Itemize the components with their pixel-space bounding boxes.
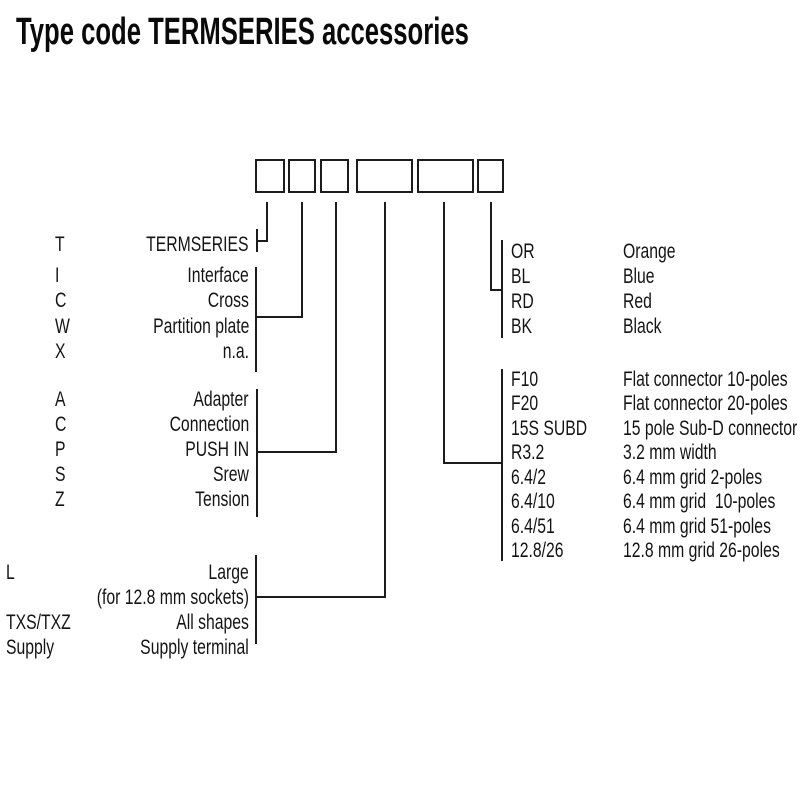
group-tick-interface bbox=[255, 267, 257, 372]
type-code-box-4 bbox=[356, 159, 413, 193]
interface-code-i: I bbox=[55, 264, 60, 287]
group-tick-size bbox=[255, 555, 257, 644]
connector-code-64-10: 6.4/10 bbox=[511, 490, 555, 513]
connection-label-connection: Connection bbox=[169, 413, 249, 436]
connector-line-box5 bbox=[443, 202, 445, 464]
connector-label-r32: 3.2 mm width bbox=[623, 441, 717, 464]
connector-code-64-51: 6.4/51 bbox=[511, 515, 555, 538]
size-label-supply-terminal: Supply terminal bbox=[140, 636, 249, 659]
connector-label-f10: Flat connector 10-poles bbox=[623, 368, 788, 391]
interface-label-cross: Cross bbox=[207, 289, 249, 312]
connection-code-s: S bbox=[55, 463, 66, 486]
color-label-blue: Blue bbox=[623, 265, 655, 288]
size-label-all-shapes: All shapes bbox=[176, 611, 249, 634]
interface-code-x: X bbox=[55, 340, 66, 363]
connector-code-r32: R3.2 bbox=[511, 441, 545, 464]
connector-label-64-51: 6.4 mm grid 51-poles bbox=[623, 515, 771, 538]
type-code-box-5 bbox=[417, 159, 474, 193]
color-code-bk: BK bbox=[511, 315, 533, 338]
connection-label-srew: Srew bbox=[213, 463, 249, 486]
color-code-or: OR bbox=[511, 240, 535, 263]
connector-code-f20: F20 bbox=[511, 392, 539, 415]
connector-label-f20: Flat connector 20-poles bbox=[623, 392, 788, 415]
type-code-box-6 bbox=[477, 159, 504, 193]
color-code-bl: BL bbox=[511, 265, 531, 288]
connection-code-a: A bbox=[55, 388, 66, 411]
color-label-red: Red bbox=[623, 290, 652, 313]
connector-elbow-box2 bbox=[255, 316, 303, 318]
interface-label-na: n.a. bbox=[222, 340, 249, 363]
connector-elbow-box4 bbox=[255, 596, 386, 598]
connector-elbow-box6 bbox=[491, 289, 503, 291]
connector-label-15s-subd: 15 pole Sub-D connector bbox=[623, 417, 798, 440]
connector-label-128-26: 12.8 mm grid 26-poles bbox=[623, 539, 780, 562]
connector-line-box3 bbox=[335, 202, 337, 453]
connector-line-box1 bbox=[266, 202, 268, 242]
connection-code-c: C bbox=[55, 413, 67, 436]
page-title: Type code TERMSERIES accessories bbox=[16, 11, 469, 53]
size-label-large: Large bbox=[208, 561, 249, 584]
color-code-rd: RD bbox=[511, 290, 534, 313]
connection-label-push-in: PUSH IN bbox=[185, 438, 249, 461]
connector-elbow-box5 bbox=[443, 462, 503, 464]
interface-code-c: C bbox=[55, 289, 67, 312]
connection-label-adapter: Adapter bbox=[193, 388, 249, 411]
connector-line-box6 bbox=[490, 202, 492, 291]
connector-label-64-10: 6.4 mm grid 10-poles bbox=[623, 490, 776, 513]
connection-code-z: Z bbox=[55, 488, 65, 511]
termseries-code: T bbox=[55, 233, 65, 256]
size-code-l: L bbox=[6, 561, 15, 584]
connector-code-128-26: 12.8/26 bbox=[511, 539, 564, 562]
connector-code-64-2: 6.4/2 bbox=[511, 466, 547, 489]
color-label-orange: Orange bbox=[623, 240, 676, 263]
termseries-label: TERMSERIES bbox=[146, 233, 249, 256]
connector-code-15s-subd: 15S SUBD bbox=[511, 417, 588, 440]
color-label-black: Black bbox=[623, 315, 662, 338]
group-tick-connectors bbox=[501, 369, 503, 561]
type-code-box-1 bbox=[255, 159, 285, 193]
interface-code-w: W bbox=[55, 315, 70, 338]
group-tick-connection bbox=[256, 389, 258, 517]
group-tick-termseries bbox=[256, 229, 258, 252]
size-code-txs-txz: TXS/TXZ bbox=[6, 611, 71, 634]
size-code-supply: Supply bbox=[6, 636, 55, 659]
size-label-large-note: (for 12.8 mm sockets) bbox=[96, 586, 249, 609]
connection-code-p: P bbox=[55, 438, 66, 461]
interface-label-partition-plate: Partition plate bbox=[152, 315, 249, 338]
connection-label-tension: Tension bbox=[194, 488, 249, 511]
interface-label-interface: Interface bbox=[187, 264, 249, 287]
connector-elbow-box3 bbox=[256, 451, 337, 453]
connector-code-f10: F10 bbox=[511, 368, 539, 391]
connector-label-64-2: 6.4 mm grid 2-poles bbox=[623, 466, 763, 489]
connector-line-box4 bbox=[384, 202, 386, 598]
type-code-box-3 bbox=[320, 159, 349, 193]
connector-line-box2 bbox=[301, 202, 303, 318]
type-code-box-2 bbox=[288, 159, 316, 193]
